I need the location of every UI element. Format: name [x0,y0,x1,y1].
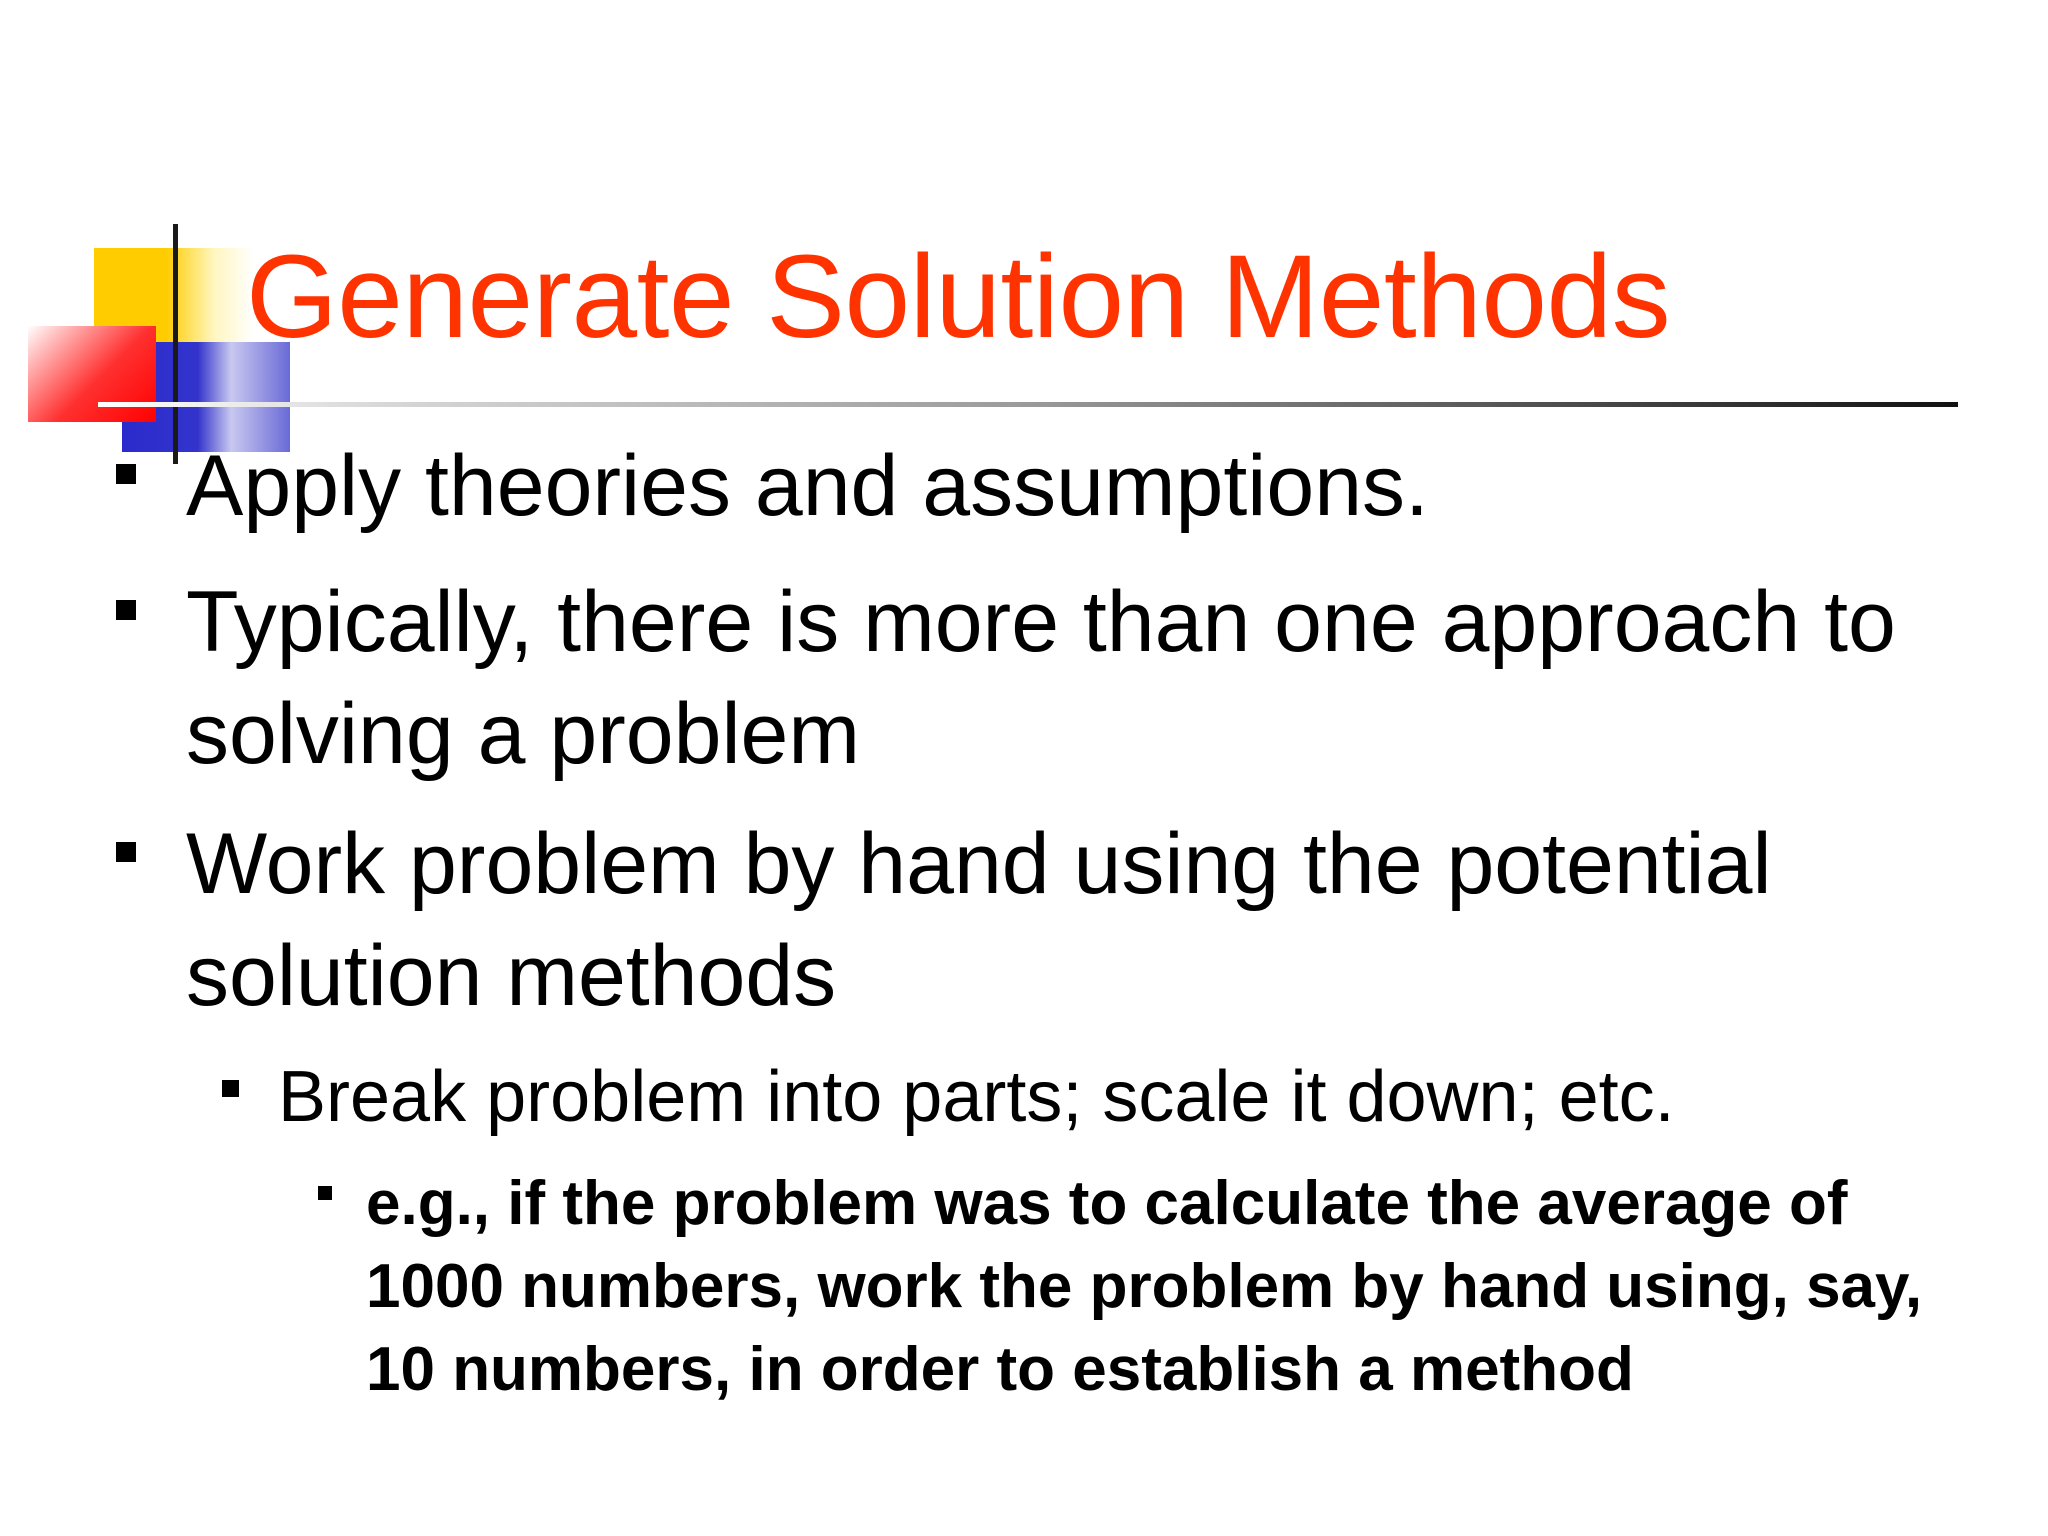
bullet-text: Apply theories and assumptions. [186,438,1429,534]
bullet-item [186,808,1906,1032]
bullet-text: Work problem by hand using the potential solution methods [186,816,1772,1024]
sub-bullet-item [278,1050,1978,1144]
square-bullet-icon [116,464,136,484]
bullet-item [186,566,1966,790]
slide-title: Generate Solution Methods [246,231,1671,363]
square-bullet-icon [222,1080,239,1097]
sub-bullet-text: Break problem into parts; scale it down; etc. [278,1057,1675,1137]
title-underline [98,402,1958,407]
square-bullet-icon [116,600,136,620]
square-bullet-icon [116,842,136,862]
sub-sub-bullet-item [366,1162,1966,1411]
sub-sub-bullet-text: e.g., if the problem was to calculate the average of 1000 numbers, work the problem by hand using, say, 10 numbers, in order to establish a method [366,1169,1923,1404]
bullet-item [186,430,1966,542]
bullet-text: Typically, there is more than one approach to solving a problem [186,574,1896,782]
square-bullet-icon [318,1186,332,1200]
red-square-decoration [28,326,156,422]
vertical-rule [173,224,178,464]
